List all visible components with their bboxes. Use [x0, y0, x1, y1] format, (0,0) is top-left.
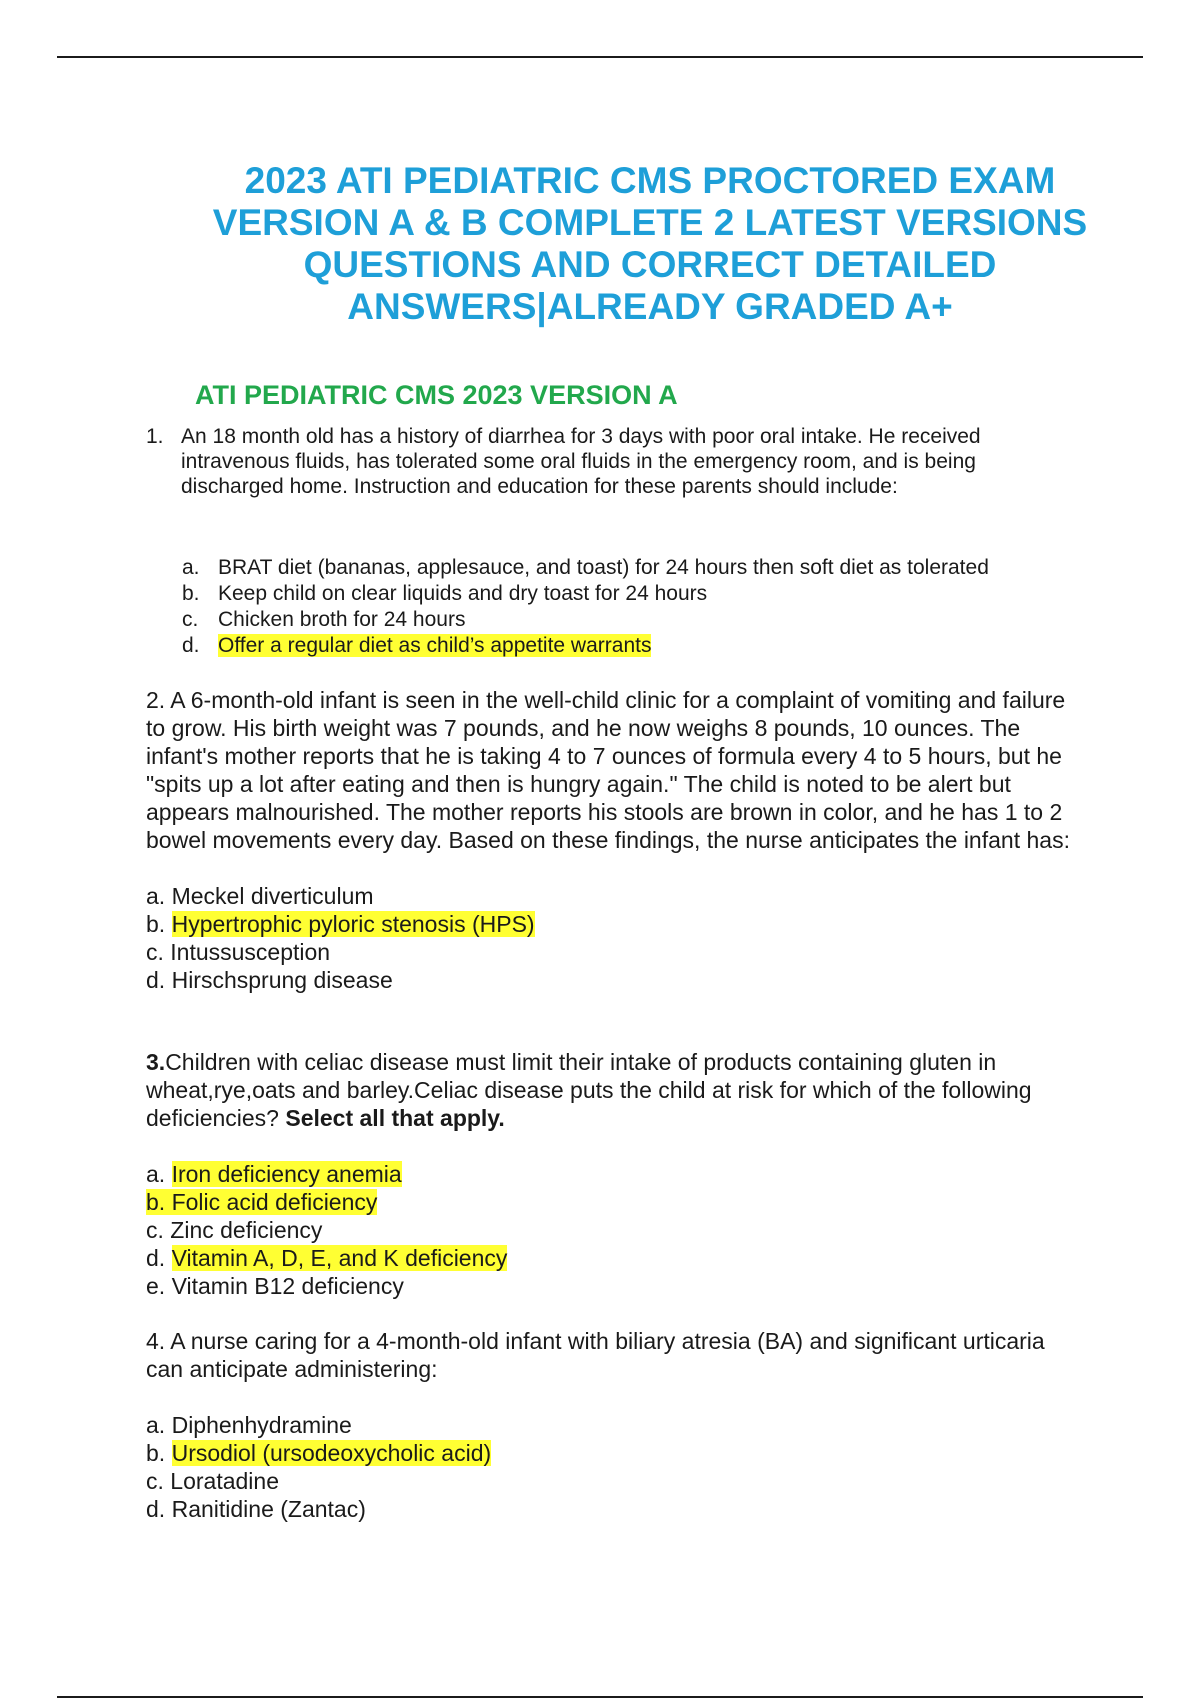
q1-option-c: [182, 607, 989, 633]
q1-option-a-text: BRAT diet (bananas, applesauce, and toast) for 24 hours then soft diet as tolerated: [218, 556, 989, 579]
document-title: [190, 160, 1110, 328]
q3-option-b: [146, 1188, 1086, 1216]
q4-option-a-text: Diphenhydramine: [171, 1412, 352, 1438]
section-heading: ATI PEDIATRIC CMS 2023 VERSION A: [195, 380, 678, 410]
q3-option-c: [146, 1216, 1086, 1244]
q1-option-a: [182, 555, 989, 581]
q3-option-d: [146, 1244, 1086, 1272]
q3-option-d-text-highlighted: Vitamin A, D, E, and K deficiency: [171, 1245, 508, 1271]
bottom-rule: [57, 1696, 1143, 1698]
q4-option-c-text: Loratadine: [170, 1468, 279, 1494]
q2-option-a-letter: a.: [146, 883, 166, 909]
q1-option-c-text: Chicken broth for 24 hours: [218, 608, 466, 631]
question-2-stem: 2. A 6-month-old infant is seen in the well-child clinic for a complaint of vomiting and failure to grow. His birth weight was 7 pounds, and he now weighs 8 pounds, 10 ounces. The infant's mother reports that he is taking 4 to 7 ounces of formula every 4 to 5 hours, but he "spits up a lot after eating and then is hungry again." The child is noted to be alert but appears malnourished. The mother reports his stools are brown in color, and he has 1 to 2 bowel movements every day. Based on these findings, the nurse anticipates the infant has:: [146, 687, 1070, 853]
q4-option-c: [146, 1467, 1086, 1495]
q4-option-d-letter: d.: [146, 1496, 166, 1522]
q4-option-b-text-highlighted: Ursodiol (ursodeoxycholic acid): [171, 1440, 492, 1466]
title-line-4: ANSWERS|ALREADY GRADED A+: [347, 286, 953, 327]
q2-option-d-text: Hirschsprung disease: [171, 967, 393, 993]
q3-option-a-letter: a.: [146, 1161, 166, 1187]
q2-option-c: [146, 938, 1086, 966]
question-3: [146, 1048, 1086, 1300]
question-2: [146, 686, 1086, 994]
title-line-3: QUESTIONS AND CORRECT DETAILED: [303, 244, 997, 285]
q4-option-d: [146, 1495, 1086, 1523]
q2-option-b-letter: b.: [146, 911, 166, 937]
q3-option-e: [146, 1272, 1086, 1300]
title-line-2: VERSION A & B COMPLETE 2 LATEST VERSIONS: [212, 202, 1088, 243]
q2-option-d: [146, 966, 1086, 994]
q3-option-a-text-highlighted: Iron deficiency anemia: [171, 1161, 402, 1187]
q2-option-b-text-highlighted: Hypertrophic pyloric stenosis (HPS): [171, 911, 535, 937]
q3-option-e-text: Vitamin B12 deficiency: [171, 1273, 404, 1299]
q1-option-a-letter: a.: [182, 556, 200, 579]
question-3-stem-block: [146, 1048, 1086, 1132]
q4-option-a-letter: a.: [146, 1412, 166, 1438]
q3-option-c-text: Zinc deficiency: [170, 1217, 323, 1243]
q1-option-c-letter: c.: [182, 608, 199, 631]
question-1-stem: An 18 month old has a history of diarrhea for 3 days with poor oral intake. He received intravenous fluids, has tolerated some oral fluids in the emergency room, and is being discharged home. Instruction and education for these parents should include:: [181, 425, 981, 498]
q3-option-b-text-highlighted: b. Folic acid deficiency: [146, 1189, 378, 1215]
q2-option-b: [146, 910, 1086, 938]
question-4: [146, 1327, 1086, 1523]
question-3-stem: Children with celiac disease must limit their intake of products containing gluten in wheat,rye,oats and barley.Celiac disease puts the child at risk for which of the following deficiencies?: [146, 1049, 1032, 1131]
q1-option-d-text-highlighted: Offer a regular diet as child’s appetite warrants: [218, 634, 652, 657]
q3-option-c-letter: c.: [146, 1217, 164, 1243]
q2-option-d-letter: d.: [146, 967, 166, 993]
q1-option-b-letter: b.: [182, 582, 200, 605]
q4-option-c-letter: c.: [146, 1468, 164, 1494]
q1-option-d: [182, 633, 989, 659]
q1-option-d-letter: d.: [182, 634, 200, 657]
q3-option-e-letter: e.: [146, 1273, 166, 1299]
q4-option-a: [146, 1411, 1086, 1439]
title-line-1: 2023 ATI PEDIATRIC CMS PROCTORED EXAM: [244, 160, 1056, 201]
q4-option-d-text: Ranitidine (Zantac): [171, 1496, 366, 1522]
q2-option-a: [146, 882, 1086, 910]
question-3-number: 3.: [146, 1049, 166, 1075]
question-1-options: [182, 555, 989, 659]
q3-option-d-letter: d.: [146, 1245, 166, 1271]
q4-option-b-letter: b.: [146, 1440, 166, 1466]
q1-option-b-text: Keep child on clear liquids and dry toast for 24 hours: [218, 582, 708, 605]
q2-option-c-letter: c.: [146, 939, 164, 965]
q4-option-b: [146, 1439, 1086, 1467]
question-3-select-all-note: Select all that apply.: [285, 1105, 505, 1131]
q2-option-a-text: Meckel diverticulum: [171, 883, 374, 909]
q2-option-c-text: Intussusception: [170, 939, 331, 965]
q1-option-b: [182, 581, 989, 607]
top-rule: [57, 56, 1143, 58]
q3-option-a: [146, 1160, 1086, 1188]
question-1-number: 1.: [146, 425, 164, 448]
question-4-stem: 4. A nurse caring for a 4-month-old infant with biliary atresia (BA) and significant urticaria can anticipate administering:: [146, 1328, 1045, 1382]
